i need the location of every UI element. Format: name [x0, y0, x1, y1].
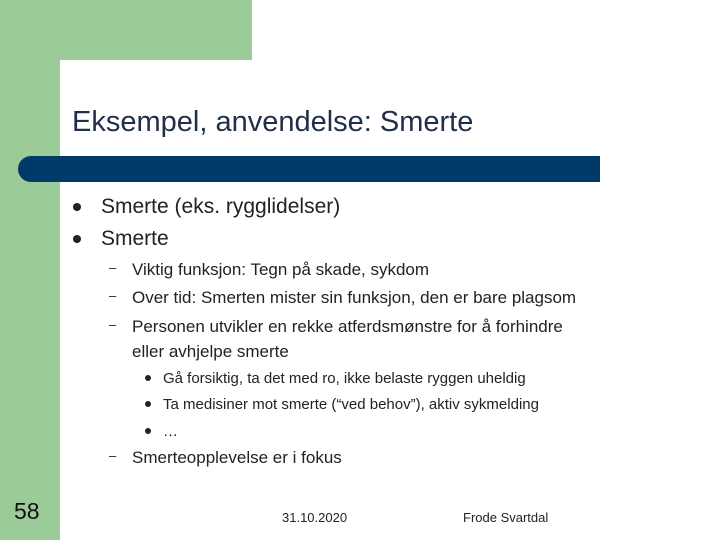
- sub-bullet-text: Over tid: Smerten mister sin funksjon, den er bare plagsom: [132, 288, 577, 307]
- green-top-band: [0, 0, 252, 60]
- title-underline-bar: [18, 156, 600, 182]
- rounded-corner: [60, 60, 100, 100]
- sub-bullet-item: [109, 448, 342, 468]
- sub-bullet-item: [109, 288, 577, 308]
- bullet-dot-icon: [73, 203, 81, 211]
- sub-bullet-item: [109, 317, 563, 337]
- bullet-item: [101, 227, 169, 251]
- sub-bullet-text: Smerteopplevelse er i fokus: [132, 448, 342, 467]
- slide-title: Eksempel, anvendelse: Smerte: [72, 106, 474, 138]
- dash-icon: –: [109, 448, 117, 463]
- bullet-dot-icon: [145, 401, 151, 407]
- bullet-dot-icon: [145, 428, 151, 434]
- sub-sub-bullet-text: Gå forsiktig, ta det med ro, ikke belaste ryggen uheldig: [163, 370, 526, 387]
- dash-icon: –: [109, 260, 117, 275]
- sub-sub-bullet-text: Ta medisiner mot smerte (“ved behov”), aktiv sykmelding: [163, 396, 539, 413]
- sub-sub-bullet-item: [163, 423, 178, 440]
- sub-sub-bullet-text: …: [163, 423, 178, 440]
- bullet-dot-icon: [73, 235, 81, 243]
- footer-date: 31.10.2020: [282, 510, 348, 525]
- bullet-item: [101, 195, 340, 219]
- dash-icon: –: [109, 288, 117, 303]
- sub-sub-bullet-item: [163, 396, 539, 413]
- sub-sub-bullet-item: [163, 370, 526, 387]
- sub-bullet-text: eller avhjelpe smerte: [132, 342, 289, 361]
- footer-author: Frode Svartdal: [463, 510, 549, 525]
- sub-bullet-item: [109, 260, 430, 280]
- green-sidebar: [0, 0, 60, 540]
- slide-number: 58: [14, 498, 40, 524]
- dash-icon: –: [109, 317, 117, 332]
- sub-bullet-text: Viktig funksjon: Tegn på skade, sykdom: [132, 260, 430, 279]
- sub-bullet-continuation: [132, 342, 289, 362]
- bullet-dot-icon: [145, 375, 151, 381]
- bullet-text: Smerte: [101, 227, 169, 250]
- bullet-text: Smerte (eks. rygglidelser): [101, 195, 341, 218]
- sub-bullet-text: Personen utvikler en rekke atferdsmønstre for å forhindre: [132, 317, 563, 336]
